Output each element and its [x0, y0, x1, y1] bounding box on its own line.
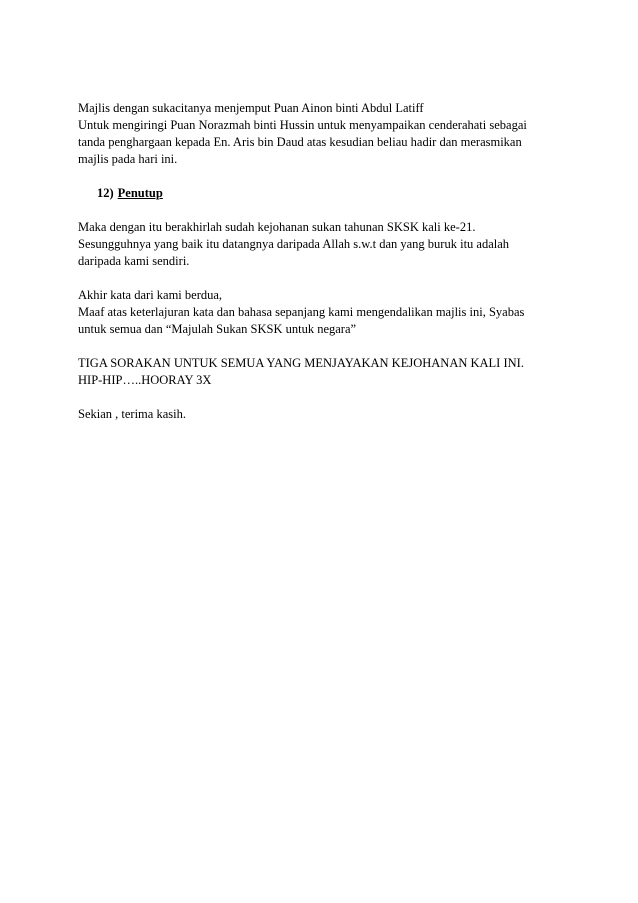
text-line: Sesungguhnya yang baik itu datangnya daripada Allah s.w.t dan yang buruk itu adalah [78, 237, 510, 251]
paragraph-apology [78, 287, 558, 338]
section-title: Penutup [117, 186, 163, 200]
paragraph-signoff [78, 406, 558, 423]
paragraph-cheers [78, 355, 558, 389]
text-line: Sekian , terima kasih. [78, 407, 186, 421]
text-line: Maka dengan itu berakhirlah sudah kejohanan sukan tahunan SKSK kali ke-21. [78, 220, 476, 234]
text-line: majlis pada hari ini. [78, 152, 178, 166]
text-line: Maaf atas keterlajuran kata dan bahasa sepanjang kami mengendalikan majlis ini, Syabas [78, 305, 525, 319]
text-line: daripada kami sendiri. [78, 254, 190, 268]
paragraph-invitation [78, 100, 558, 168]
section-number: 12) [97, 186, 114, 200]
text-line: untuk semua dan “Majulah Sukan SKSK untuk negara” [78, 322, 357, 336]
paragraph-closing [78, 219, 558, 270]
document-page [78, 100, 558, 440]
text-line: TIGA SORAKAN UNTUK SEMUA YANG MENJAYAKAN KEJOHANAN KALI INI. [78, 356, 524, 370]
text-line: Majlis dengan sukacitanya menjemput Puan Ainon binti Abdul Latiff [78, 101, 424, 115]
text-line: tanda penghargaan kepada En. Aris bin Daud atas kesudian beliau hadir dan merasmikan [78, 135, 522, 149]
section-heading [78, 185, 558, 202]
text-line: Untuk mengiringi Puan Norazmah binti Hussin untuk menyampaikan cenderahati sebagai [78, 118, 527, 132]
text-line: Akhir kata dari kami berdua, [78, 288, 223, 302]
text-line: HIP-HIP…..HOORAY 3X [78, 373, 212, 387]
